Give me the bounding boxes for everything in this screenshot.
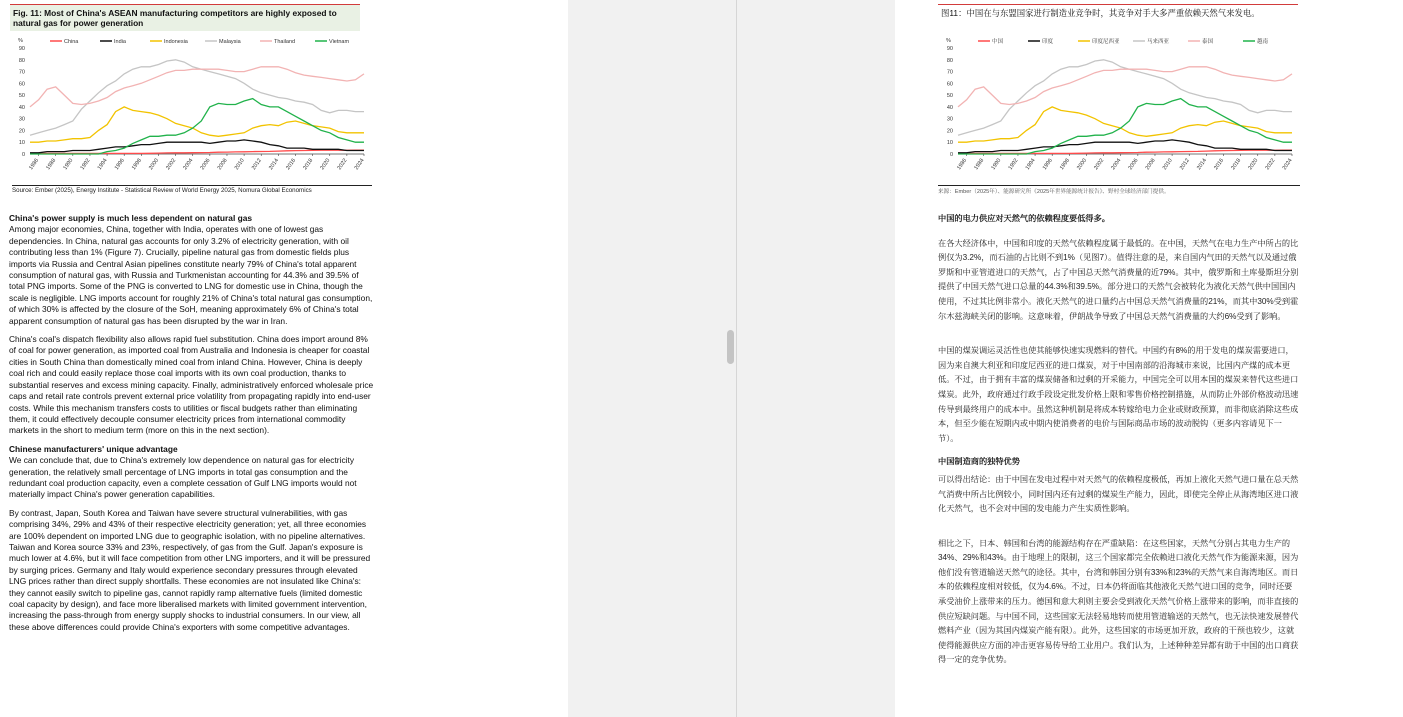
x-tick-label: 2014 [1196, 157, 1208, 172]
y-tick-label: 0 [21, 152, 25, 158]
section-heading-zh: 中国的电力供应对天然气的依赖程度要低得多。 [938, 214, 1110, 223]
x-tick-label: 1986 [28, 157, 41, 172]
y-tick-label: 20 [946, 128, 953, 135]
paragraph: By contrast, Japan, South Korea and Taiwan have severe structural vulnerabilities, with gas comprising 34%, 29% and 43% of their respective electricity generation; yet, all three economies are 100% dependent on imported LNG due to geographic isolation, with no pipeline alternatives. Taiwan and Korea source 33% and 23%, respectively, of gas from the Gulf. Japan's exposure is much lower at 4.6%, but it will face competition from other LNG importers, and it will be pressured by surging prices. Germany and Italy would experience secondary pressures through elevated LNG prices rather than direct supply shortfalls. These economies are not insulated like China's: they cannot easily switch to pipeline gas, cannot rapidly ramp alternative fuels (limited domestic coal capacity by design), and face more liberalised markets with limited government intervention, increasing the pass-through from energy supply shocks to industrial consumers. In our view, all these above differences could provide China's exporters with some competitive advantages. [9, 507, 371, 632]
y-tick-label: 50 [18, 93, 25, 100]
x-tick-label: 2012 [250, 157, 263, 172]
paragraph: We can conclude that, due to China's extremely low dependence on natural gas for electricity generation, the relatively small percentage of LNG imports in total gas consumption and the redundant coal production capacity, even a complete cessation of Gulf LNG imports would not materially impact China's power generation capabilities. [9, 455, 357, 500]
x-tick-label: 1988 [973, 157, 986, 172]
x-tick-label: 1994 [96, 157, 109, 172]
x-tick-label: 2010 [233, 157, 246, 172]
x-tick-label: 1998 [131, 157, 143, 172]
figure-title: Fig. 11: Most of China's ASEAN manufacturing competitors are highly exposed to natural gas for power generation [10, 4, 360, 31]
x-tick-label: 2000 [1076, 157, 1089, 172]
x-tick-label: 1988 [45, 157, 58, 172]
x-tick-label: 2014 [268, 157, 280, 172]
x-tick-label: 2006 [199, 157, 212, 172]
series-line-5 [958, 99, 1292, 154]
x-tick-label: 2008 [216, 157, 229, 172]
legend-label: 越南 [1257, 39, 1269, 45]
y-tick-label: 70 [946, 69, 953, 76]
y-tick-label: 40 [946, 104, 953, 111]
chinese-body [938, 212, 1300, 688]
legend-label: 泰国 [1202, 39, 1214, 45]
x-tick-label: 2024 [353, 157, 366, 172]
legend-label: 马来西亚 [1147, 39, 1170, 45]
section-heading: China's power supply is much less dependent on natural gas [9, 213, 253, 223]
y-tick-label: 30 [946, 116, 953, 123]
legend-label: Indonesia [164, 39, 188, 45]
x-tick-label: 2008 [1144, 157, 1157, 172]
x-tick-label: 2024 [1281, 157, 1294, 172]
x-tick-label: 1996 [113, 157, 126, 172]
y-tick-label: 80 [18, 57, 25, 64]
legend-label: Malaysia [219, 39, 241, 45]
y-tick-label: 90 [946, 46, 953, 52]
y-tick-label: 60 [18, 81, 25, 88]
legend-label: Vietnam [329, 39, 350, 45]
legend-label: 印度 [1042, 39, 1054, 45]
x-tick-label: 1990 [62, 157, 75, 172]
y-tick-label: 90 [18, 46, 25, 52]
y-tick-label: 20 [18, 128, 25, 135]
paragraph: Among major economies, China, together with India, operates with one of lowest gas dependencies. In China, natural gas accounts for only 3.2% of electricity generation, with oil contributing less than 1% (Figure 7). Crucially, pipeline natural gas from domestic fields plus imports via Russia and Central Asian pipelines constitute nearly 79% of China's total apparent consumption of natural gas, with Russia and Turkmenistan accounting for 44.3% and 39.5% of total PNG imports. Some of the PNG is converted to LNG for domestic use in China, though the scale is negligible. LNG imports account for roughly 21% of China's total natural gas consumption, of which 30% is affected by the closure of the SoH, meaning approximately 6% of China's total apparent consumption of natural gas has been disrupted by the war in Iran. [9, 224, 373, 326]
y-tick-label: 70 [18, 69, 25, 76]
x-tick-label: 1996 [1041, 157, 1054, 172]
x-tick-label: 2002 [1093, 157, 1106, 172]
section-heading-zh: 中国制造商的独特优势 [938, 457, 1020, 467]
paragraph-zh: 中国的煤炭调运灵活性也使其能够快速实现燃料的替代。中国约有8%的用于发电的煤炭需要进口，因为来自澳大利亚和印度尼西亚的进口煤炭，对于中国南部的沿海城市来说，比国内产煤的成本更低。不过，由于拥有丰富的煤炭储备和过剩的开采能力，中国完全可以用本国的煤炭来替代这些进口煤炭。此外，政府通过行政手段设定批发价格上限和零售价格控制措施，从而防止外部价格波动迅速传导到最终用户的成本中。虽然这种机制是将成本转嫁给电力企业或财政预算，而非彻底消除这些成本，但至少能在短期内或中期内使消费者的电价与国际商品市场的波动脱钩（更多内容请见下一节）。 [938, 346, 1299, 443]
english-body [9, 213, 374, 640]
legend-label: Thailand [274, 39, 296, 45]
x-tick-label: 1994 [1024, 157, 1037, 172]
y-tick-label: 40 [18, 104, 25, 111]
x-tick-label: 2018 [302, 157, 315, 172]
y-axis-unit-label: % [18, 38, 23, 44]
legend-label: India [114, 39, 126, 45]
x-tick-label: 2020 [1247, 157, 1260, 172]
figure-source: Source: Ember (2025), Energy Institute - Statistical Review of World Energy 2025, Nomura Global Economics [12, 185, 372, 194]
x-tick-label: 2020 [319, 157, 332, 172]
split-drag-handle[interactable] [727, 330, 734, 364]
series-line-4 [30, 67, 364, 107]
legend-label: 印度尼西亚 [1092, 39, 1120, 45]
section-heading: Chinese manufacturers' unique advantage [9, 443, 178, 454]
figure-title-zh: 图11：中国在与东盟国家进行制造业竞争时，其竞争对手大多严重依赖天然气来发电。 [938, 4, 1298, 28]
series-line-4 [958, 67, 1292, 107]
legend-label: China [64, 39, 79, 45]
pane-divider [736, 0, 737, 717]
x-tick-label: 1986 [956, 157, 969, 172]
x-tick-label: 2016 [285, 157, 298, 172]
y-tick-label: 0 [949, 152, 953, 158]
y-tick-label: 60 [946, 81, 953, 88]
x-tick-label: 2004 [1110, 157, 1123, 172]
x-tick-label: 1992 [1007, 157, 1020, 172]
series-line-5 [30, 99, 364, 154]
legend-label: 中国 [992, 39, 1004, 45]
x-tick-label: 1990 [990, 157, 1003, 172]
x-tick-label: 2016 [1213, 157, 1226, 172]
x-tick-label: 2004 [182, 157, 195, 172]
y-tick-label: 80 [946, 57, 953, 64]
y-axis-unit-label: % [946, 38, 951, 44]
figure-source-zh: 来源：Ember（2025年）、能源研究所《2025年世界能源统计报告》、野村全球经济部门提供。 [938, 185, 1300, 195]
x-tick-label: 2022 [1264, 157, 1277, 172]
paragraph: China's coal's dispatch flexibility also allows rapid fuel substitution. China does import around 8% of coal for power generation, as imported coal from Australia and Indonesia is cheaper for coastal cities in South China than domestically mined coal from inland China. However, China is deeply coal rich and could easily replace those coal imports with its own coal production, thanks to substantial reserves and excess mining capacity. Finally, administratively enforced wholesale price caps and retail rate controls prevent external price volatility from propagating rapidly into end-user costs. While this mechanism transfers costs to utilities or fiscal budgets rather than eliminating them, it could effectively decouple consumer electricity prices from international commodity markets in the short to medium term (more on this in the next section). [9, 334, 374, 436]
x-tick-label: 2002 [165, 157, 178, 172]
y-tick-label: 50 [946, 93, 953, 100]
x-tick-label: 2018 [1230, 157, 1243, 172]
paragraph-zh: 在各大经济体中，中国和印度的天然气依赖程度属于最低的。在中国，天然气在电力生产中所占的比例仅为3.2%，而石油的占比则不到1%（见图7）。值得注意的是，来自国内气田的天然气以及通过俄罗斯和中亚管道进口的天然气，占了中国总天然气消费量的近79%。其中，俄罗斯和土库曼斯坦分别提供了中国天然气进口总量的44.3%和39.5%。部分进口的天然气会被转化为液化天然气供中国国内使用，不过其比例非常小。液化天然气的进口量约占中国总天然气消费量的21%，而其中30%受到霍尔木兹海峡关闭的影响。这意味着，伊朗战争导致了中国总天然气消费量的大约6%受到了影响。 [938, 238, 1299, 321]
paragraph-zh: 相比之下，日本、韩国和台湾的能源结构存在严重缺陷：在这些国家，天然气分别占其电力生产的34%、29%和43%。由于地理上的限制，这三个国家都完全依赖进口液化天然气作为能源来源，因为他们没有管道输送天然气的途径。其中，台湾和韩国分别有33%和23%的天然气来自海湾地区。而日本的依赖程度相对较低，仅为4.6%。不过，日本仍将面临其他液化天然气进口国的竞争，同时还要承受油价上涨带来的压力。德国和意大利则主要会受到液化天然气价格上涨带来的影响，而非直接的供应短缺问题。与中国不同，这些国家无法轻易地转而使用管道输送的天然气，也无法快速发展替代燃料产业（因为其国内煤炭产能有限）。此外，这些国家的市场更加开放，政府的干预也较少，这就使得能源供应方面的冲击更容易传导给工业用户。我们认为，上述种种差异都有助于中国的出口商获得一定的竞争优势。 [938, 538, 1299, 665]
x-tick-label: 2006 [1127, 157, 1140, 172]
gas-power-line-chart-zh [938, 34, 1300, 182]
x-tick-label: 2012 [1178, 157, 1191, 172]
x-tick-label: 2010 [1161, 157, 1174, 172]
y-tick-label: 10 [18, 140, 25, 147]
gas-power-line-chart [10, 34, 372, 182]
x-tick-label: 1992 [79, 157, 92, 172]
x-tick-label: 2022 [336, 157, 349, 172]
y-tick-label: 10 [946, 140, 953, 147]
paragraph-zh: 可以得出结论：由于中国在发电过程中对天然气的依赖程度极低，再加上液化天然气进口量在总天然气消费中所占比例较小，同时国内还有过剩的煤炭生产能力，因此，即使完全停止从海湾地区进口液化天然气，也不会对中国的发电能力产生实质性影响。 [938, 474, 1299, 514]
x-tick-label: 1998 [1059, 157, 1071, 172]
x-tick-label: 2000 [148, 157, 161, 172]
y-tick-label: 30 [18, 116, 25, 123]
